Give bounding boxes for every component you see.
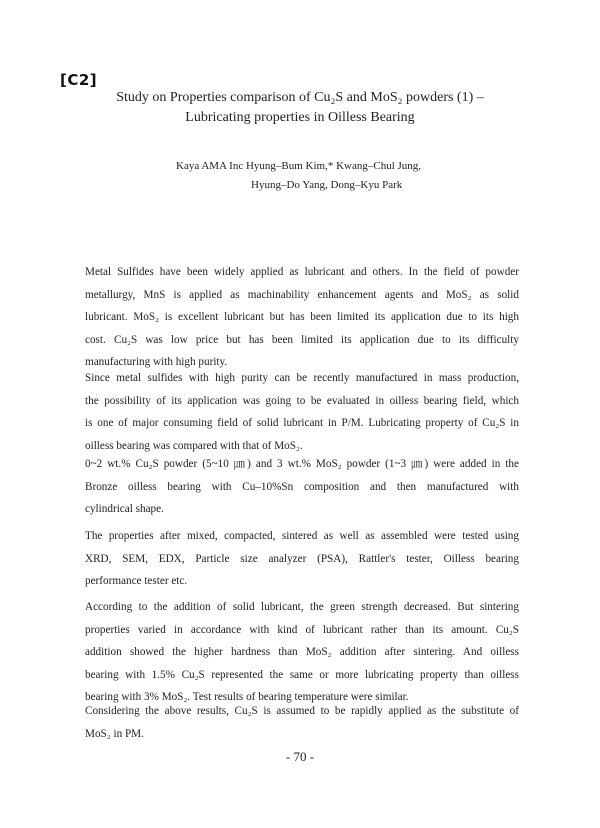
author-line-1: Kaya AMA Inc Hyung–Bum Kim,* Kwang–Chul Jung, bbox=[176, 160, 422, 172]
paragraph-line: metallurgy, MnS is applied as machinability enhancement agents and MoS₂ as solid bbox=[85, 288, 519, 301]
paragraph-line: bearing with 3% MoS₂. Test results of bearing temperature were similar. bbox=[85, 691, 409, 703]
paragraph-line: addition showed the higher hardness than MoS₂ addition after sintering. And oilless bbox=[85, 646, 519, 658]
title-line-1: Study on Properties comparison of Cu₂S and MoS₂ powders (1) – bbox=[116, 90, 484, 105]
paragraph-line: bearing with 1.5% Cu₂S represented the same or more lubricating property than oilless bbox=[85, 668, 519, 681]
paragraph-line: properties varied in accordance with kind of lubricant rather than its amount. Cu₂S bbox=[85, 623, 519, 636]
paragraph-6 bbox=[85, 700, 519, 745]
paragraph-3 bbox=[85, 453, 519, 521]
paragraph-line: XRD, SEM, EDX, Particle size analyzer (PSA), Rattler's tester, Oilless bearing bbox=[85, 552, 519, 565]
paragraph-line: performance tester etc. bbox=[85, 575, 188, 587]
paragraph-line: Since metal sulfides with high purity can be recently manufactured in mass production, bbox=[85, 372, 519, 384]
paragraph-line: Bronze oilless bearing with Cu–10%Sn composition and then manufactured with bbox=[85, 480, 519, 493]
paragraph-line: Considering the above results, Cu₂S is assumed to be rapidly applied as the substitute of bbox=[85, 705, 519, 717]
paragraph-line: The properties after mixed, compacted, sintered as well as assembled were tested using bbox=[85, 530, 519, 542]
author-line-2: Hyung–Do Yang, Dong–Kyu Park bbox=[251, 179, 403, 191]
paragraph-line: the possibility of its application was going to be evaluated in oilless bearing field, which bbox=[85, 394, 519, 407]
paragraph-line: is one of major consuming field of solid lubricant in P/M. Lubricating property of Cu₂S in bbox=[85, 417, 519, 429]
paragraph-4 bbox=[85, 525, 519, 593]
paragraph-line: cylindrical shape. bbox=[85, 503, 164, 515]
paper-title bbox=[60, 88, 540, 128]
paragraph-line: According to the addition of solid lubricant, the green strength decreased. But sintering bbox=[85, 601, 519, 613]
paragraph-line: oilless bearing was compared with that of MoS₂. bbox=[85, 439, 303, 452]
paragraph-line: lubricant. MoS₂ is excellent lubricant but has been limited its application due to its high bbox=[85, 311, 519, 323]
paragraph-1 bbox=[85, 261, 519, 374]
author-list bbox=[60, 157, 540, 195]
paragraph-line: MoS₂ in PM. bbox=[85, 727, 144, 740]
paragraph-5 bbox=[85, 596, 519, 709]
page-number: - 70 - bbox=[285, 749, 315, 764]
paragraph-line: manufacturing with high purity. bbox=[85, 356, 228, 368]
title-line-2: Lubricating properties in Oilless Bearing bbox=[185, 110, 415, 125]
paragraph-line: 0~2 wt.% Cu₂S powder (5~10 ㎛) and 3 wt.% MoS₂ powder (1~3 ㎛) were added in the bbox=[85, 458, 519, 470]
paragraph-line: cost. Cu₂S was low price but has been limited its application due to its difficulty bbox=[85, 333, 519, 346]
paragraph-line: Metal Sulfides have been widely applied as lubricant and others. In the field of powder bbox=[85, 266, 519, 278]
section-code: [C2] bbox=[60, 71, 98, 89]
paragraph-2 bbox=[85, 367, 519, 457]
